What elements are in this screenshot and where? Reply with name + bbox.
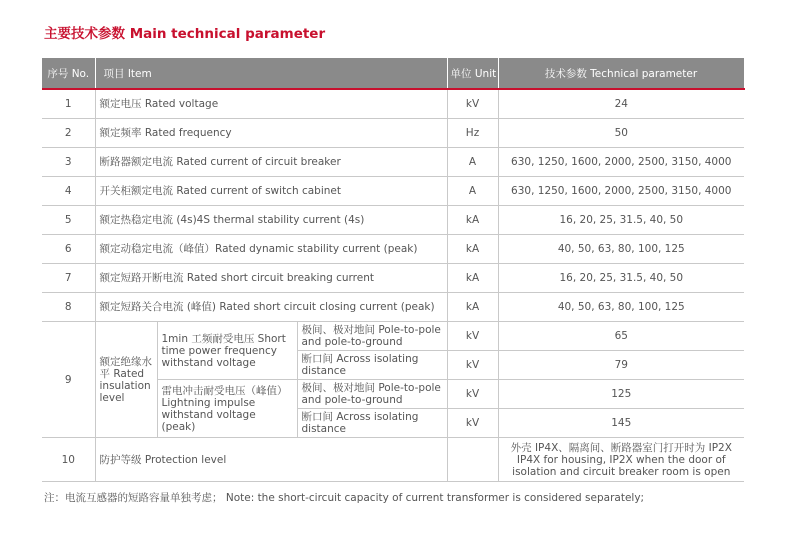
- table-row: [42, 206, 744, 235]
- row-unit: kA: [447, 235, 498, 264]
- insulation-sub-lightning-impulse: 雷电冲击耐受电压（峰值）Lightning impulse withstand voltage (peak): [157, 380, 297, 438]
- table-row: [42, 148, 744, 177]
- table-row: [42, 177, 744, 206]
- table-row: [42, 293, 744, 322]
- row-unit: A: [447, 148, 498, 177]
- row-value: 65: [498, 322, 744, 351]
- insulation-condition-isolating: 断口间 Across isolating distance: [297, 351, 447, 380]
- row-value: 50: [498, 119, 744, 148]
- row-unit: kV: [447, 322, 498, 351]
- row-unit: A: [447, 177, 498, 206]
- row-item: 额定热稳定电流 (4s)4S thermal stability current (4s): [95, 206, 447, 235]
- insulation-group-label: 额定绝缘水平 Rated insulation level: [95, 322, 157, 438]
- insulation-condition-pole: 极间、极对地间 Pole-to-pole and pole-to-ground: [297, 322, 447, 351]
- row-item: 额定短路关合电流 (峰值) Rated short circuit closing current (peak): [95, 293, 447, 322]
- row-unit: kV: [447, 409, 498, 438]
- row-value: 外壳 IP4X、隔离间、断路器室门打开时为 IP2X IP4X for housing, IP2X when the door of isolation and circuit breaker room is open: [498, 438, 744, 482]
- row-item: 额定频率 Rated frequency: [95, 119, 447, 148]
- section-title: 主要技术参数 Main technical parameter: [44, 26, 326, 42]
- row-item: 开关柜额定电流 Rated current of switch cabinet: [95, 177, 447, 206]
- row-no: 4: [42, 177, 95, 206]
- row-item: 防护等级 Protection level: [95, 438, 447, 482]
- header-item: 项目 Item: [95, 58, 447, 89]
- table-row: [42, 235, 744, 264]
- table-row: [42, 264, 744, 293]
- row-no: 2: [42, 119, 95, 148]
- row-no: 7: [42, 264, 95, 293]
- row-item: 额定短路开断电流 Rated short circuit breaking current: [95, 264, 447, 293]
- row-value: 16, 20, 25, 31.5, 40, 50: [498, 206, 744, 235]
- insulation-condition-pole: 极间、极对地间 Pole-to-pole and pole-to-ground: [297, 380, 447, 409]
- footnote: 注：电流互感器的短路容量单独考虑； Note: the short-circuit capacity of current transformer is considered separately;: [44, 492, 645, 504]
- row-unit: kV: [447, 89, 498, 119]
- row-no: 6: [42, 235, 95, 264]
- row-value: 79: [498, 351, 744, 380]
- table-row-protection: [42, 438, 744, 482]
- table-row-insulation: [42, 322, 744, 351]
- insulation-sub-power-frequency: 1min 工频耐受电压 Short time power frequency withstand voltage: [157, 322, 297, 380]
- row-unit-empty: [447, 438, 498, 482]
- row-item: 额定动稳定电流（峰值）Rated dynamic stability current (peak): [95, 235, 447, 264]
- row-unit: kA: [447, 293, 498, 322]
- header-param: 技术参数 Technical parameter: [498, 58, 744, 89]
- row-no: 9: [42, 322, 95, 438]
- row-no: 1: [42, 89, 95, 119]
- row-value: 40, 50, 63, 80, 100, 125: [498, 235, 744, 264]
- row-value: 16, 20, 25, 31.5, 40, 50: [498, 264, 744, 293]
- row-unit: kA: [447, 206, 498, 235]
- technical-parameter-table: [42, 58, 745, 482]
- row-no: 8: [42, 293, 95, 322]
- row-unit: kA: [447, 264, 498, 293]
- row-unit: kV: [447, 351, 498, 380]
- row-unit: Hz: [447, 119, 498, 148]
- table-row: [42, 89, 744, 119]
- row-no: 5: [42, 206, 95, 235]
- table-header-row: [42, 58, 744, 89]
- row-value: 125: [498, 380, 744, 409]
- header-no: 序号 No.: [42, 58, 95, 89]
- row-value: 40, 50, 63, 80, 100, 125: [498, 293, 744, 322]
- row-no: 10: [42, 438, 95, 482]
- row-item: 断路器额定电流 Rated current of circuit breaker: [95, 148, 447, 177]
- insulation-condition-isolating: 断口间 Across isolating distance: [297, 409, 447, 438]
- header-unit: 单位 Unit: [447, 58, 498, 89]
- row-value: 630, 1250, 1600, 2000, 2500, 3150, 4000: [498, 148, 744, 177]
- row-value: 630, 1250, 1600, 2000, 2500, 3150, 4000: [498, 177, 744, 206]
- table-row: [42, 119, 744, 148]
- row-value: 24: [498, 89, 744, 119]
- row-unit: kV: [447, 380, 498, 409]
- row-item: 额定电压 Rated voltage: [95, 89, 447, 119]
- row-value: 145: [498, 409, 744, 438]
- row-no: 3: [42, 148, 95, 177]
